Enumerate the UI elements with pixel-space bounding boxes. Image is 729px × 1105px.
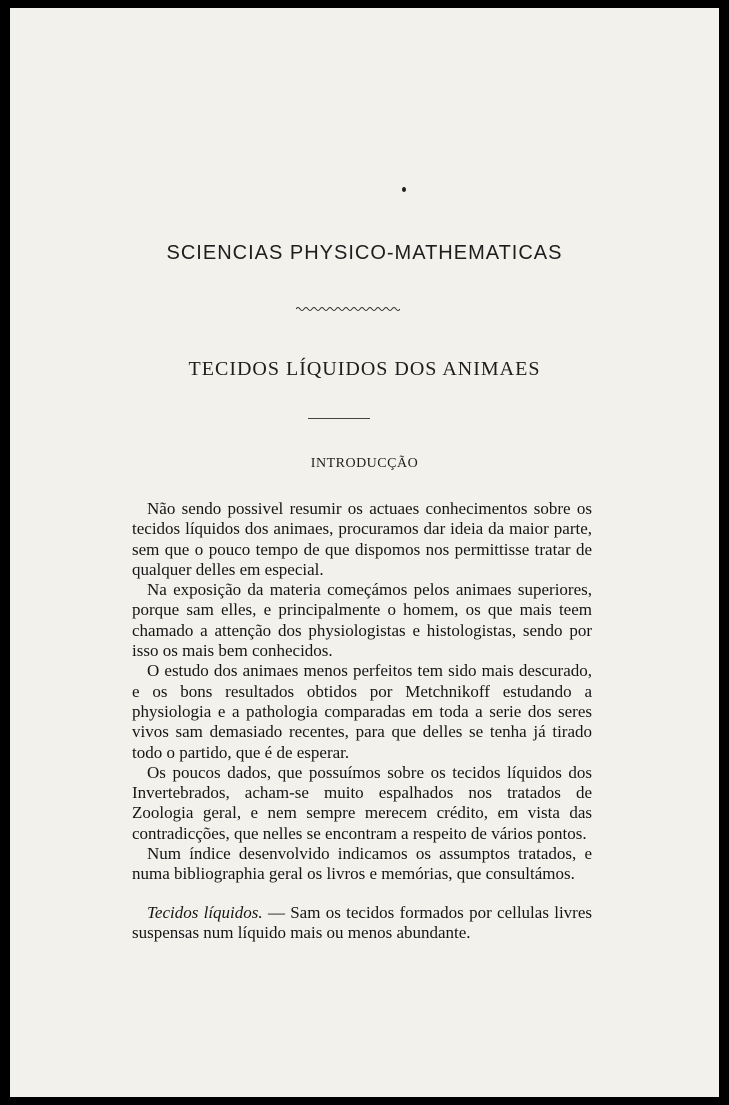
body-text [132, 499, 592, 943]
paragraph: Na exposição da materia começámos pelos animaes superiores, porque sam elles, e principalmente o homem, os que mais teem chamado a attenção dos physiologistas e histologistas, sendo por isso os mais bem conhecidos. [132, 580, 592, 661]
definition-term: Tecidos líquidos. [147, 902, 263, 922]
ink-dot [402, 187, 406, 192]
definition-text: — Sam os tecidos formados por cellulas livres suspensas num líquido mais ou menos abundante. [132, 902, 592, 942]
wavy-divider [296, 305, 400, 313]
section-title: SCIENCIAS PHYSICO-MATHEMATICAS [166, 242, 563, 264]
paragraph: Num índice desenvolvido indicamos os assumptos tratados, e numa bibliographia geral os livros e memórias, que consultámos. [132, 844, 592, 884]
title-rule [308, 418, 370, 419]
document-page [10, 8, 719, 1097]
paragraph: Não sendo possivel resumir os actuaes conhecimentos sobre os tecidos líquidos dos animaes, procuramos dar ideia da maior parte, sem que o pouco tempo de que dispomos nos permittisse tratar de qualquer delles em especial. [132, 499, 592, 579]
definition-paragraph [132, 903, 592, 944]
article-title: TECIDOS LÍQUIDOS DOS ANIMAES [188, 358, 541, 380]
paragraph: Os poucos dados, que possuímos sobre os tecidos líquidos dos Invertebrados, acham-se muito espalhados nos tratados de Zoologia geral, e nem sempre merecem crédito, em vista das contradicções, que nelles se encontram a respeito de vários pontos. [132, 762, 592, 843]
paragraph: O estudo dos animaes menos perfeitos tem sido mais descurado, e os bons resultados obtidos por Metchnikoff estudando a physiologia e a pathologia comparadas em toda a serie dos seres vivos sam demasiado recentes, para que delles se tenha já tirado todo o partido, que é de esperar. [132, 661, 592, 762]
section-subtitle: INTRODUCÇÃO [310, 456, 419, 471]
